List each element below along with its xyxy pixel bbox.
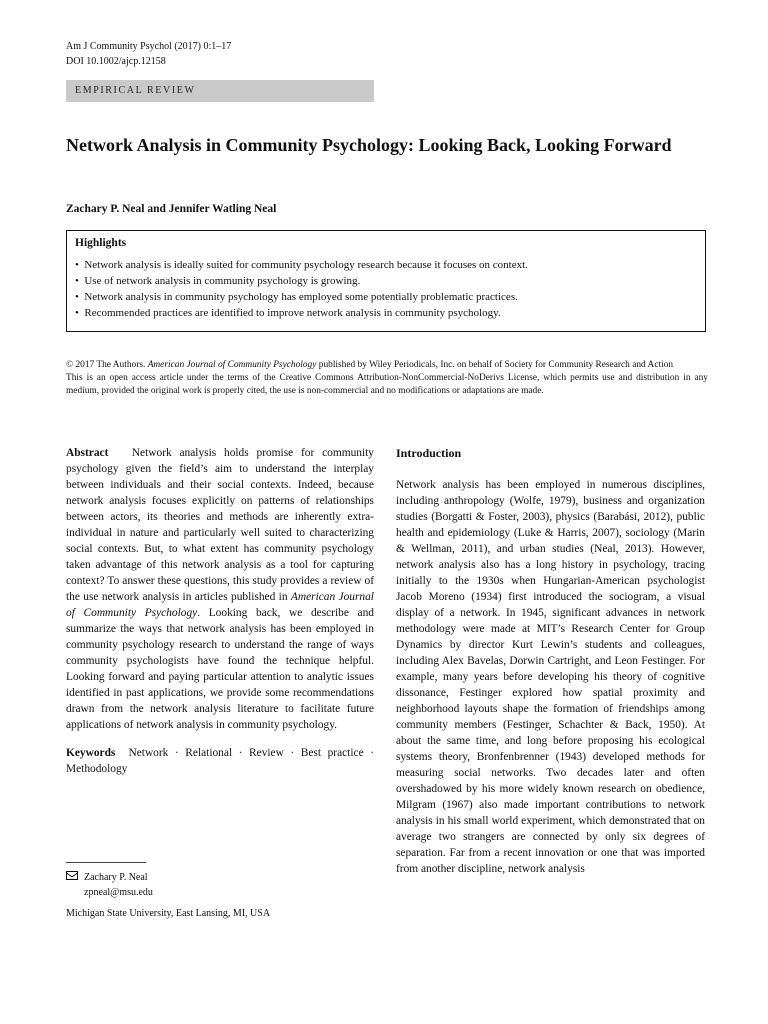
author-list: Zachary P. Neal and Jennifer Watling Neal <box>66 203 277 215</box>
keywords <box>66 745 374 777</box>
highlight-item: • Use of network analysis in community psychology is growing. <box>75 273 697 289</box>
highlights-list <box>75 257 697 321</box>
abstract <box>66 445 374 733</box>
open-access-statement: This is an open access article under the terms of the Creative Commons Attribution-NonCommercial-NoDerivs License, which permits use and distribution in any medium, provided the original work is properly cited, the use is non-commercial and no modifications or adaptations are made. <box>66 373 708 396</box>
left-column <box>66 445 374 777</box>
abstract-text-after: . Looking back, we describe and summarize the ways that network analysis has been employed in community psychology research to understand the range of ways community psychologists have found the technique helpful. Looking forward and paying particular attention to analytic issues identified in past applications, we provide some recommendations drawn from the network analysis literature to facilitate future applications of network analysis in community psychology. <box>66 607 374 731</box>
journal-citation: Am J Community Psychol (2017) 0:1–17 <box>66 41 232 52</box>
license-notice <box>66 359 708 398</box>
keywords-text: Network · Relational · Review · Best practice · Methodology <box>66 747 374 775</box>
abstract-text-before: Network analysis holds promise for community psychology given the field’s aim to understand the interplay between individuals and their social contexts. Indeed, because network analysis focuses explicitly on patterns of relationships between actors, its theories and methods are inherently extra-individual in nature and particularly well suited to characterizing social contexts. But, to what extent has community psychology taken advantage of this network analysis as a tool for capturing context? To answer these questions, this study provides a review of the use network analysis in articles published in <box>66 447 374 603</box>
author-affiliation: Michigan State University, East Lansing, MI, USA <box>66 908 271 919</box>
highlights-heading: Highlights <box>75 237 127 249</box>
abstract-label: Abstract <box>66 447 109 459</box>
correspondence-author <box>66 870 270 885</box>
correspondence-name: Zachary P. Neal <box>84 872 148 883</box>
copyright-prefix: © 2017 The Authors. <box>66 360 146 370</box>
copyright-journal-name: American Journal of Community Psychology <box>147 360 317 370</box>
introduction-heading: Introduction <box>396 446 462 460</box>
article-type-banner: EMPIRICAL REVIEW <box>66 80 374 102</box>
copyright-suffix: published by Wiley Periodicals, Inc. on behalf of Society for Community Research and Action <box>318 360 674 370</box>
abstract-journal-name: American Journal of Community Psychology <box>66 591 374 619</box>
doi-link[interactable]: DOI 10.1002/ajcp.12158 <box>66 56 166 67</box>
highlights-box <box>66 230 706 332</box>
envelope-icon <box>66 871 78 880</box>
introduction-text: Network analysis has been employed in numerous disciplines, including anthropology (Wolfe, 1979), business and organization studies (Borgatti & Foster, 2003), physics (Barabási, 2012), public health and epidemiology (Luke & Harris, 2007), sociology (Marin & Wellman, 2011), and urban studies (Neal, 2013). However, network analysis also has a long history in psychology, tracing initially to the 1930s when Hungarian-American psychologist Jacob Moreno (1934) first introduced the sociogram, a visual display of a network. In 1945, significant advances in network methodology were made at MIT’s Research Center for Group Dynamics by director Kurt Lewin’s students and colleagues, including Alex Bavelas, Dorwin Cartright, and Leon Festinger. For example, many years before developing his theory of cognitive dissonance, Festinger explored how spatial proximity and neighborhood layouts shape the formation of friendships among community members (Festinger, Schachter & Back, 1950). At about the same time, and long before proposing his ecological systems theory, Bronfenbrenner (1943) developed methods for measuring social networks. Two decades later and often overshadowed by his more widely known research on obedience, Milgram (1967) also made important contributions to network analysis in his small world experiment, which demonstrated that on average two strangers are connected by only six degrees of separation. Far from a recent innovation or one that was imported from another discipline, network analysis <box>396 479 705 875</box>
article-title: Network Analysis in Community Psychology: Looking Back, Looking Forward <box>66 135 672 155</box>
right-column <box>396 445 705 877</box>
correspondence-email[interactable]: zpneal@msu.edu <box>84 887 153 898</box>
footnote-divider <box>66 862 146 863</box>
keywords-label: Keywords <box>66 747 116 759</box>
highlight-item: • Recommended practices are identified to improve network analysis in community psychology. <box>75 305 697 321</box>
copyright-line <box>66 359 708 372</box>
highlight-item: • Network analysis is ideally suited for community psychology research because it focuses on context. <box>75 257 697 273</box>
correspondence-block <box>66 870 270 921</box>
highlight-item: • Network analysis in community psychology has employed some potentially problematic practices. <box>75 289 697 305</box>
